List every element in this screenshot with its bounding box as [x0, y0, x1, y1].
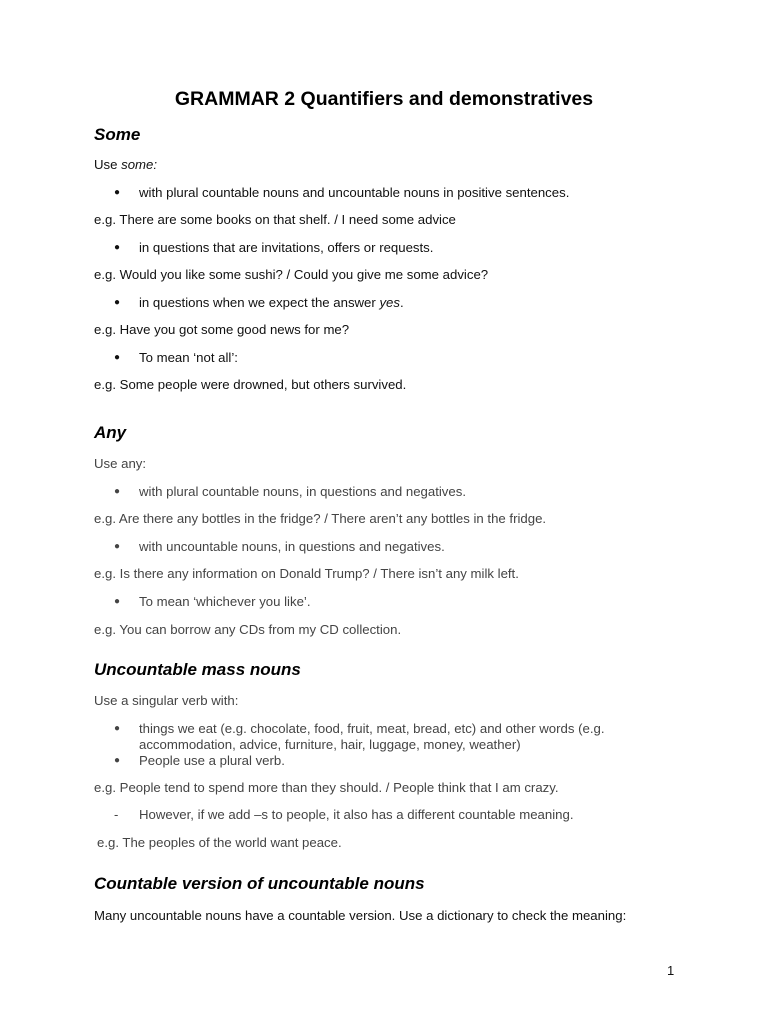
section-heading-some: Some — [94, 125, 141, 144]
bullet-icon: ● — [114, 723, 121, 734]
example-line: e.g. Are there any bottles in the fridge? / There aren’t any bottles in the fridge. — [94, 511, 547, 526]
list-item-text: with plural countable nouns, in questions and negatives. — [139, 484, 466, 499]
any-intro: Use any: — [94, 456, 147, 471]
bullet-icon: ● — [114, 541, 121, 552]
list-item-text: things we eat (e.g. chocolate, food, fruit, meat, bread, etc) and other words (e.g. — [139, 721, 605, 736]
some-intro-word: some: — [121, 157, 158, 172]
example-line: e.g. People tend to spend more than they should. / People think that I am crazy. — [94, 780, 559, 795]
bullet-icon: ● — [114, 596, 121, 607]
list-item-emphasis: yes — [379, 295, 400, 310]
list-item-prefix: in questions when we expect the answer — [139, 295, 380, 310]
some-intro-prefix: Use — [94, 157, 122, 172]
list-item-text: However, if we add –s to people, it also has a different countable meaning. — [139, 807, 574, 822]
some-intro — [94, 157, 157, 173]
list-item-text: accommodation, advice, furniture, hair, luggage, money, weather) — [139, 737, 521, 752]
bullet-icon: ● — [114, 187, 121, 198]
example-line: e.g. Is there any information on Donald Trump? / There isn’t any milk left. — [94, 566, 519, 581]
dash-icon: - — [114, 807, 119, 822]
example-line: e.g. There are some books on that shelf. / I need some advice — [94, 212, 456, 227]
page-number: 1 — [667, 963, 675, 978]
section-heading-countable-version: Countable version of uncountable nouns — [94, 874, 425, 893]
bullet-icon: ● — [114, 297, 121, 308]
list-item-text: in questions that are invitations, offers or requests. — [139, 240, 434, 255]
example-line: e.g. You can borrow any CDs from my CD collection. — [94, 622, 402, 637]
example-line: e.g. Have you got some good news for me? — [94, 322, 350, 337]
list-item-text: To mean ‘whichever you like’. — [139, 594, 311, 609]
list-item-text — [139, 295, 404, 311]
countable-intro: Many uncountable nouns have a countable version. Use a dictionary to check the meaning: — [94, 908, 627, 923]
example-line: e.g. The peoples of the world want peace. — [97, 835, 342, 850]
mass-intro: Use a singular verb with: — [94, 693, 239, 708]
bullet-icon: ● — [114, 352, 121, 363]
section-heading-any: Any — [94, 423, 127, 442]
list-item-suffix: . — [399, 295, 404, 310]
list-item-text: with plural countable nouns and uncountable nouns in positive sentences. — [139, 185, 570, 200]
list-item-text: To mean ‘not all’: — [139, 350, 238, 365]
example-line: e.g. Would you like some sushi? / Could you give me some advice? — [94, 267, 489, 282]
bullet-icon: ● — [114, 755, 121, 766]
list-item-text: People use a plural verb. — [139, 753, 285, 768]
section-heading-mass-nouns: Uncountable mass nouns — [94, 660, 301, 679]
page-title: GRAMMAR 2 Quantifiers and demonstratives — [174, 88, 594, 110]
list-item-text: with uncountable nouns, in questions and negatives. — [139, 539, 445, 554]
bullet-icon: ● — [114, 242, 121, 253]
bullet-icon: ● — [114, 486, 121, 497]
example-line: e.g. Some people were drowned, but others survived. — [94, 377, 407, 392]
